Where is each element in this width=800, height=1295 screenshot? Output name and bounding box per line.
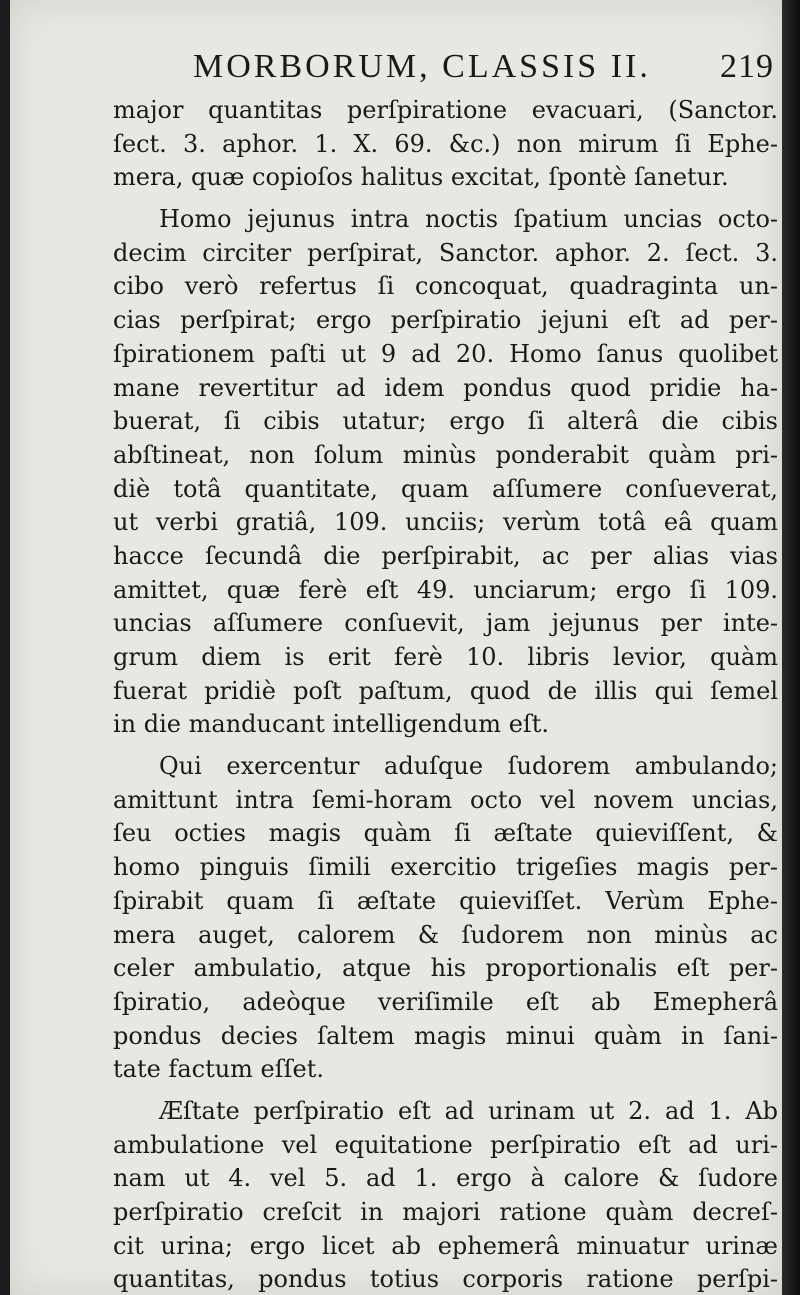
text-line: buerat, ſi cibis utatur; ergo ſi alterâ die cibis (113, 407, 778, 436)
text-line: fuerat pridiè poſt paſtum, quod de illis qui ſemel (113, 676, 778, 705)
text-line: mane revertitur ad idem pondus quod pridie ha- (113, 373, 778, 402)
paragraph-2 (113, 203, 778, 742)
text-line: ſeu octies magis quàm ſi æſtate quieviſſent, & (113, 819, 778, 848)
text-line: Qui exercentur aduſque ſudorem ambulando; (159, 752, 778, 781)
text-line: Æſtate perſpiratio eſt ad urinam ut 2. ad 1. Ab (159, 1096, 778, 1125)
text-line: ſect. 3. aphor. 1. X. 69. &c.) non mirum ſi Ephe- (113, 129, 778, 158)
book-page (10, 0, 782, 1295)
text-line: amittet, quæ ferè eſt 49. unciarum; ergo ſi 109. (113, 575, 778, 604)
text-line: decim circiter perſpirat, Sanctor. aphor. 2. ſect. 3. (113, 238, 778, 267)
paragraph-4 (113, 1095, 778, 1295)
text-line: ſpirationem paſti ut 9 ad 20. Homo ſanus quolibet (113, 339, 778, 368)
text-line: cit urina; ergo licet ab ephemerâ minuatur urinæ (113, 1231, 778, 1260)
text-line: mera, quæ copioſos halitus excitat, ſpontè ſanetur. (113, 163, 729, 192)
text-line: ambulatione vel equitatione perſpiratio eſt ad uri- (113, 1130, 778, 1159)
paragraph-3 (113, 750, 778, 1087)
text-line: mera auget, calorem & ſudorem non minùs ac (113, 920, 778, 949)
page-number: 219 (720, 48, 774, 85)
text-line: homo pinguis ſimili exercitio trigeſies magis per- (113, 853, 778, 882)
text-line: perſpiratio creſcit in majori ratione quàm decreſ- (113, 1198, 778, 1226)
text-line: hacce ſecundâ die perſpirabit, ac per alias vias (113, 541, 778, 570)
text-line: in die manducant intelligendum eſt. (113, 710, 550, 739)
text-line: grum diem is erit ferè 10. libris levior, quàm (113, 643, 778, 671)
text-line: cias perſpirat; ergo perſpiratio jejuni eſt ad per- (113, 306, 778, 335)
text-line: amittunt intra ſemi-horam octo vel novem uncias, (113, 785, 778, 814)
text-line: celer ambulatio, atque his proportionalis eſt per- (113, 954, 778, 983)
paragraph-1 (113, 94, 778, 195)
text-line: cibo verò refertus ſi concoquat, quadraginta un- (113, 272, 778, 301)
text-line: uncias aſſumere conſuevit, jam jejunus per inte- (113, 609, 778, 638)
text-line: pondus decies ſaltem magis minui quàm in ſani- (113, 1021, 778, 1050)
page-edge-shadow (782, 0, 800, 1295)
running-title: MORBORUM, CLASSIS II. (193, 48, 651, 85)
text-line: nam ut 4. vel 5. ad 1. ergo à calore & ſudore (113, 1164, 778, 1193)
running-header (113, 44, 778, 94)
text-line: diè totâ quantitate, quam aſſumere conſueverat, (113, 474, 778, 503)
page-text (113, 44, 778, 1295)
text-line: abſtineat, non ſolum minùs ponderabit quàm pri- (113, 440, 778, 469)
text-line: quantitas, pondus totius corporis ratione perſpi- (113, 1265, 778, 1294)
text-line: ut verbi gratiâ, 109. unciis; verùm totâ eâ quam (113, 508, 778, 537)
text-line: tate factum eſſet. (113, 1055, 324, 1084)
text-line: ſpirabit quam ſi æſtate quieviſſet. Verùm Ephe- (113, 886, 778, 915)
text-line: Homo jejunus intra noctis ſpatium uncias octo- (159, 205, 778, 234)
text-line: major quantitas perſpiratione evacuari, (Sanctor. (113, 96, 778, 124)
text-line: ſpiratio, adeòque veriſimile eſt ab Emepherâ (113, 987, 778, 1016)
